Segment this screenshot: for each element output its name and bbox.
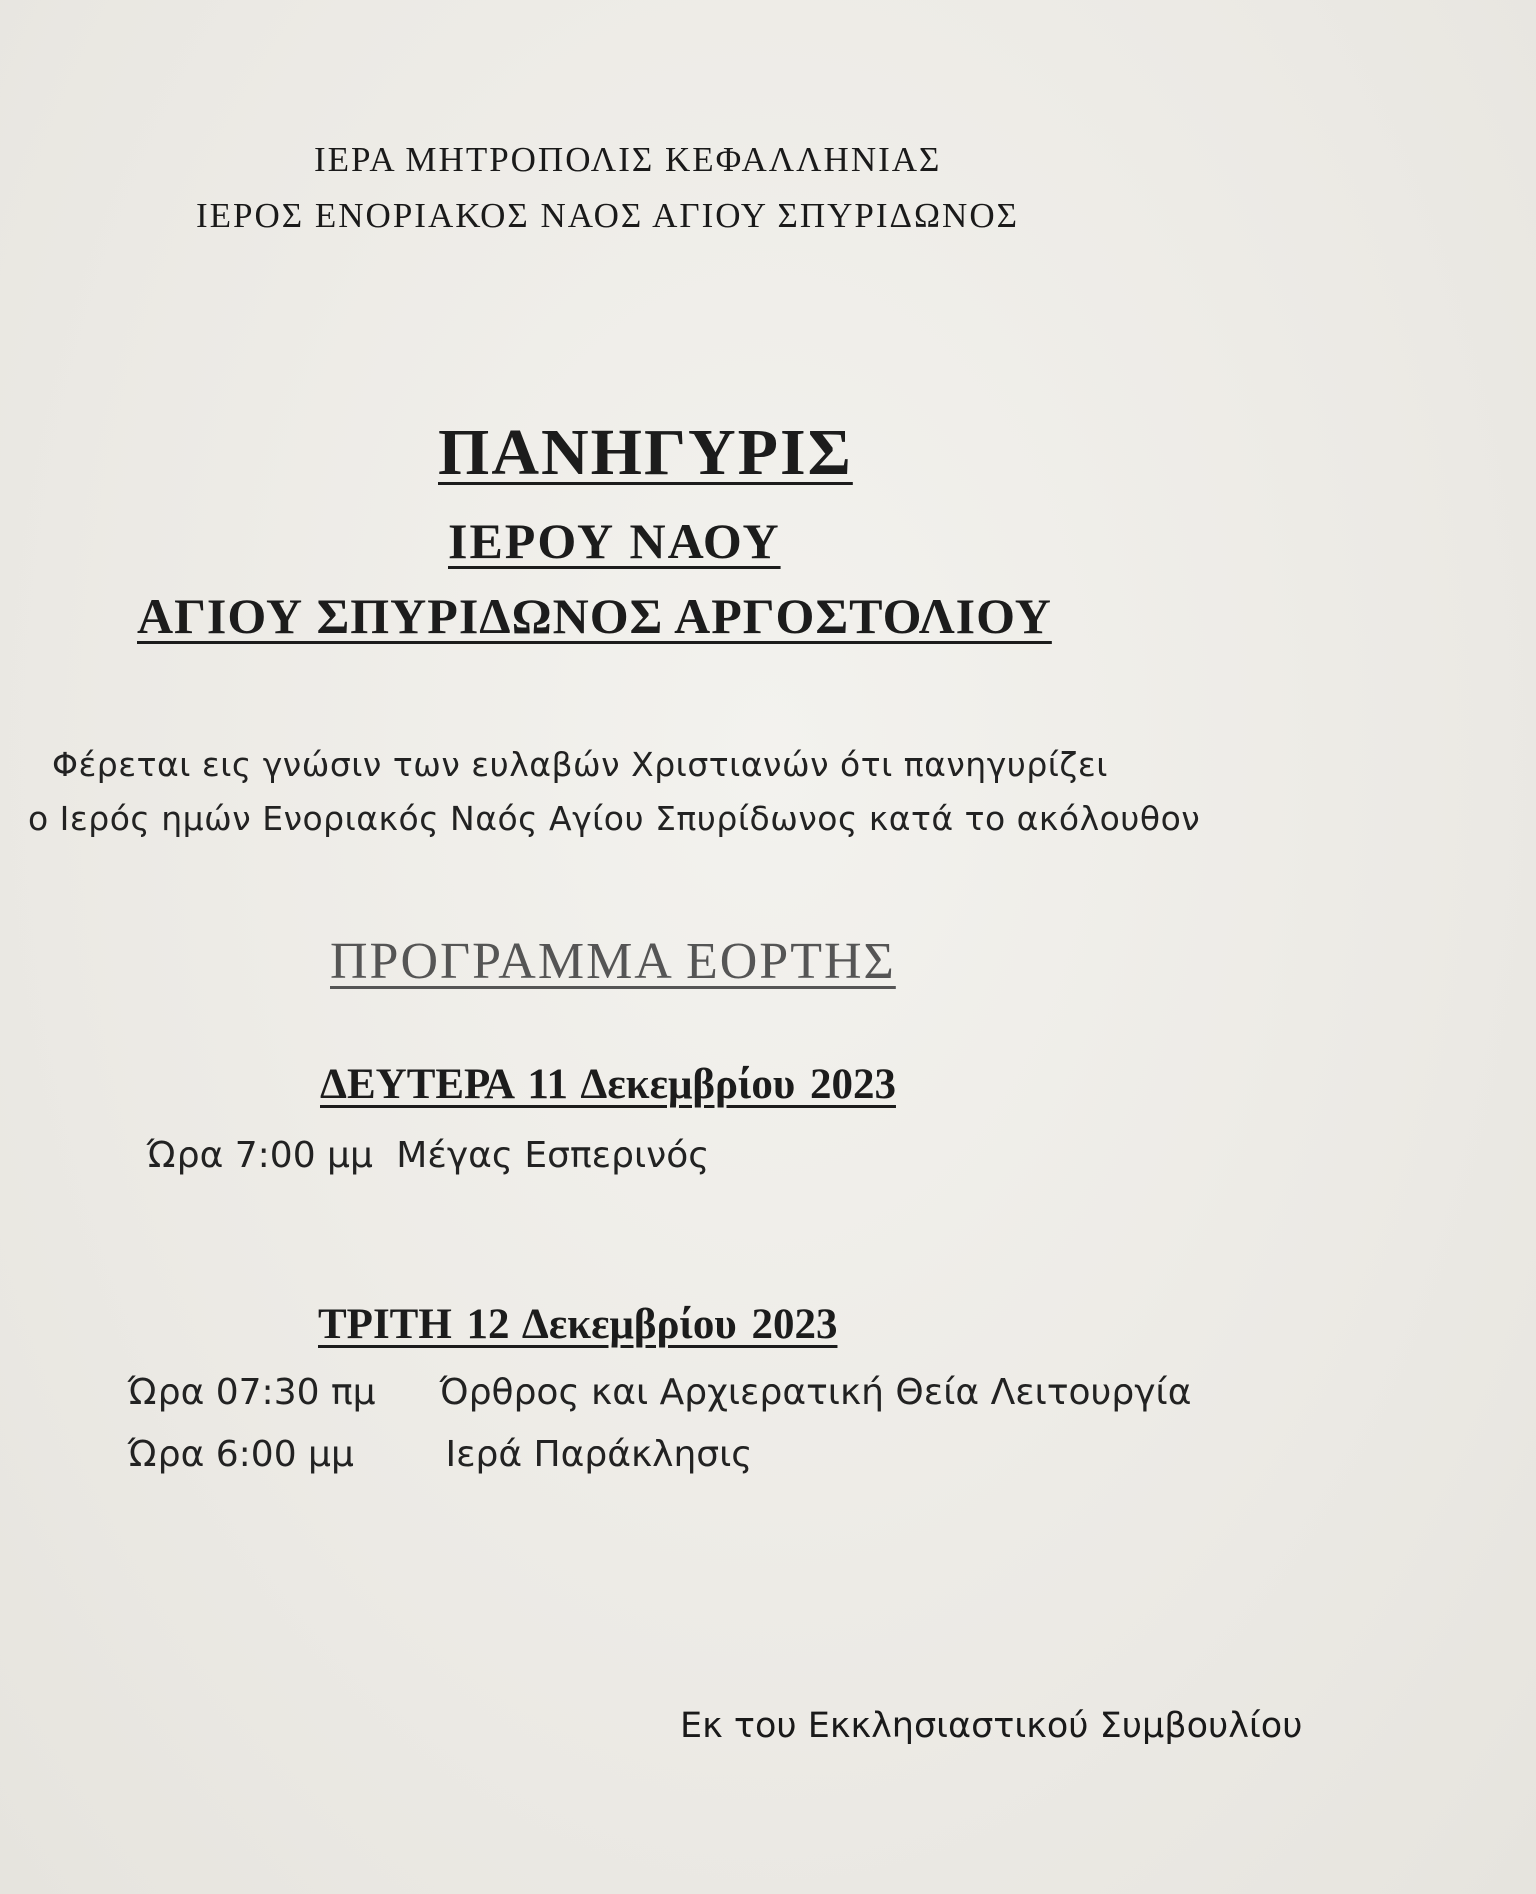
schedule-entry <box>128 1372 1191 1413</box>
day-heading-tuesday: ΤΡΙΤΗ 12 Δεκεμβρίου 2023 <box>318 1301 838 1348</box>
day-heading-monday: ΔΕΥΤΕΡΑ 11 Δεκεμβρίου 2023 <box>320 1061 896 1108</box>
entry-time: Ώρα 7:00 μμ <box>147 1135 373 1176</box>
entry-description: Ιερά Παράκλησις <box>445 1434 753 1475</box>
title-panigyris: ΠΑΝΗΓΥΡΙΣ <box>438 416 853 489</box>
intro-line-1: Φέρεται εις γνώσιν των ευλαβών Χριστιανών ότι πανηγυρίζει <box>52 745 1108 784</box>
program-heading: ΠΡΟΓΡΑΜΜΑ ΕΟΡΤΗΣ <box>330 933 896 990</box>
header-parish: ΙΕΡΟΣ ΕΝΟΡΙΑΚΟΣ ΝΑΟΣ ΑΓΙΟΥ ΣΠΥΡΙΔΩΝΟΣ <box>196 196 1019 235</box>
intro-line-2: ο Ιερός ημών Ενοριακός Ναός Αγίου Σπυρίδωνος κατά το ακόλουθον <box>28 799 1201 838</box>
title-saint-spyridon: ΑΓΙΟΥ ΣΠΥΡΙΔΩΝΟΣ ΑΡΓΟΣΤΟΛΙΟΥ <box>137 588 1052 644</box>
entry-description: Μέγας Εσπερινός <box>396 1135 710 1176</box>
signature-council: Εκ του Εκκλησιαστικού Συμβουλίου <box>680 1706 1303 1746</box>
schedule-entry <box>147 1135 709 1176</box>
entry-time: Ώρα 07:30 πμ <box>128 1372 376 1413</box>
schedule-entry <box>128 1434 752 1475</box>
header-metropolis: ΙΕΡΑ ΜΗΤΡΟΠΟΛΙΣ ΚΕΦΑΛΛΗΝΙΑΣ <box>314 140 942 179</box>
title-holy-temple: ΙΕΡΟΥ ΝΑΟΥ <box>448 513 781 569</box>
entry-time: Ώρα 6:00 μμ <box>128 1434 354 1475</box>
entry-description: Όρθρος και Αρχιερατική Θεία Λειτουργία <box>439 1372 1192 1413</box>
